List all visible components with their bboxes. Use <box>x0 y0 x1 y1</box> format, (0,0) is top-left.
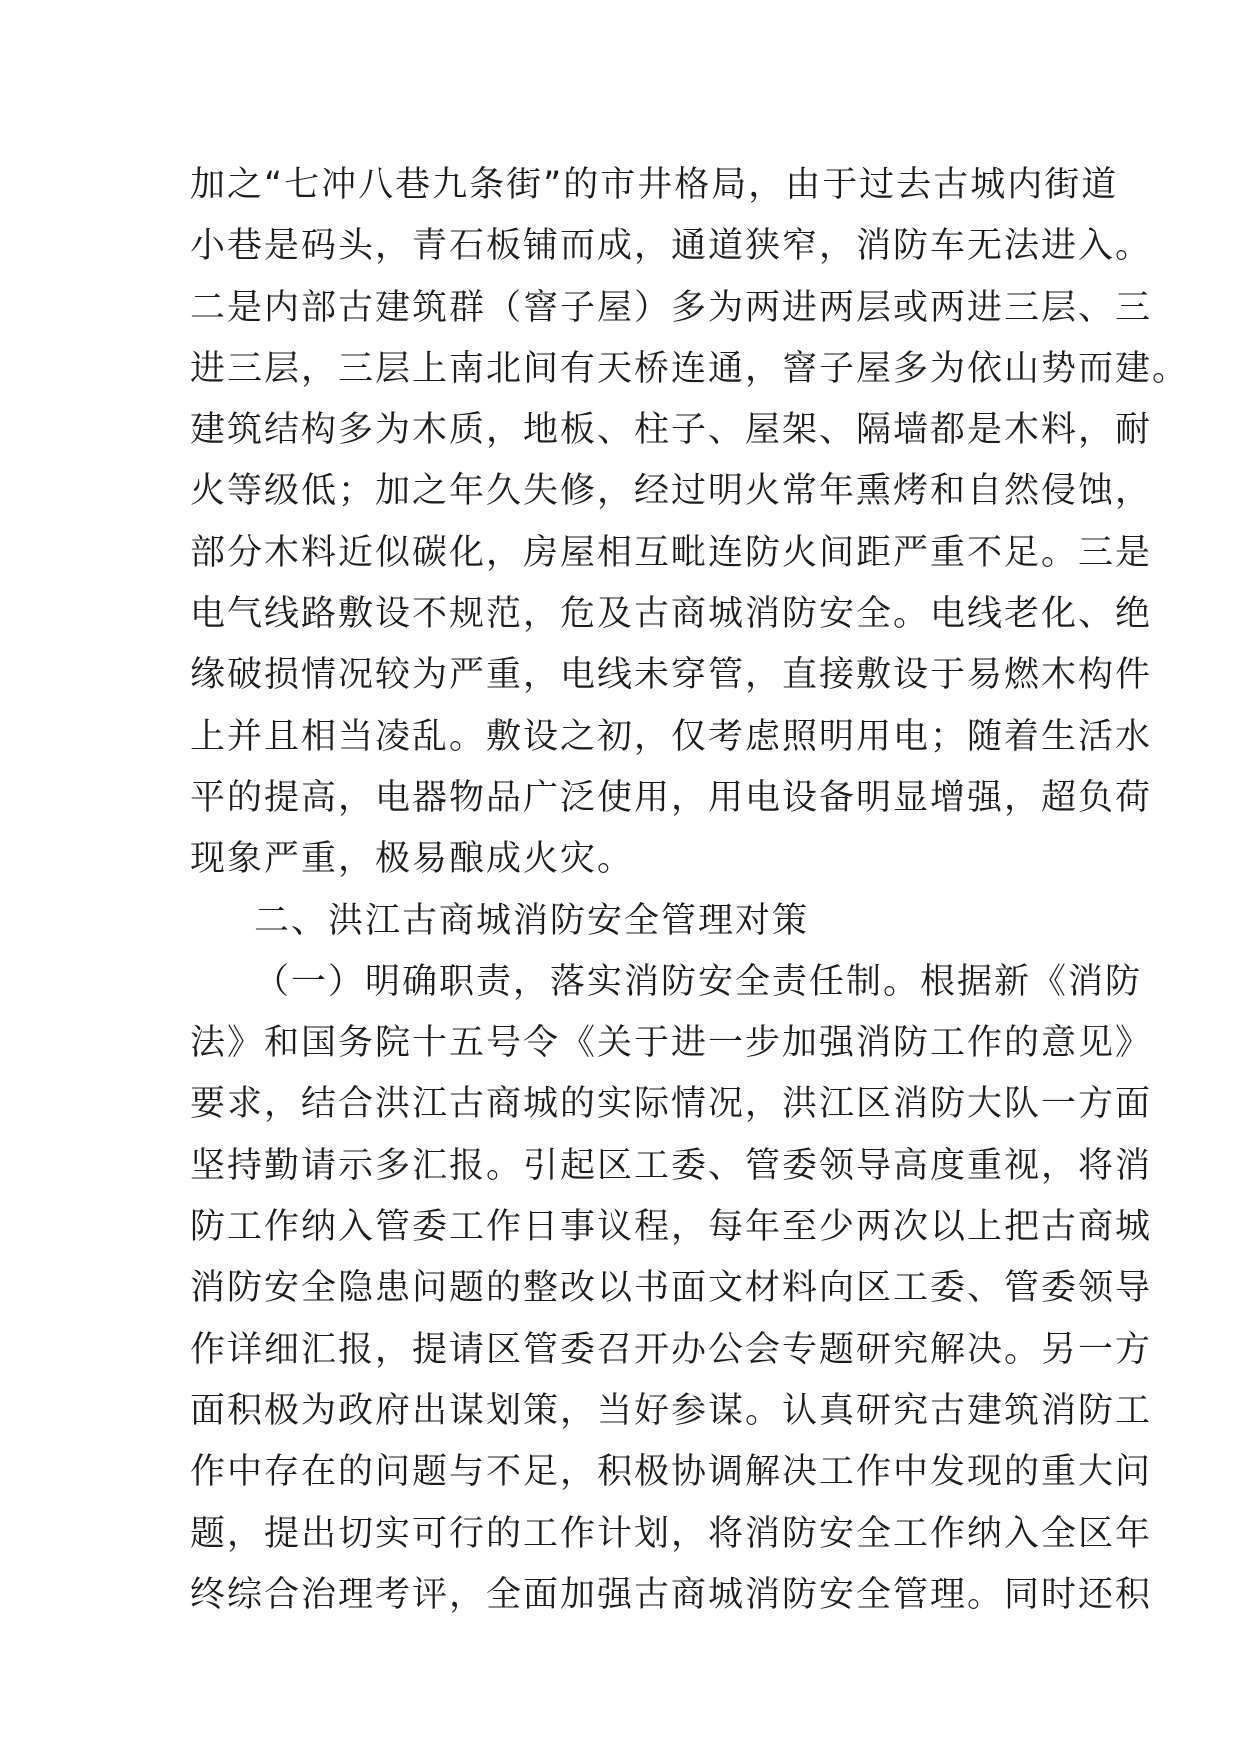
text-line: 面积极为政府出谋划策，当好参谋。认真研究古建筑消防工 <box>190 1390 1153 1431</box>
text-line: 进三层，三层上南北间有天桥连通，窨子屋多为依山势而建。 <box>190 348 1190 389</box>
text-line: 火等级低；加之年久失修，经过明火常年熏烤和自然侵蚀， <box>190 471 1153 512</box>
text-line: 电气线路敷设不规范，危及古商城消防安全。电线老化、绝 <box>190 594 1153 635</box>
text-line: 二是内部古建筑群（窨子屋）多为两进两层或两进三层、三 <box>190 287 1153 328</box>
body-text <box>190 155 1190 1626</box>
text-line: 缘破损情况较为严重，电线未穿管，直接敷设于易燃木构件 <box>190 655 1153 696</box>
text-line: 题，提出切实可行的工作计划，将消防安全工作纳入全区年 <box>190 1513 1153 1554</box>
text-line: 防工作纳入管委工作日事议程，每年至少两次以上把古商城 <box>190 1207 1153 1248</box>
text-line: 小巷是码头，青石板铺而成，通道狭窄，消防车无法进入。 <box>190 226 1153 267</box>
text-line: 建筑结构多为木质，地板、柱子、屋架、隔墙都是木料，耐 <box>190 410 1153 451</box>
text-line: 终综合治理考评，全面加强古商城消防安全管理。同时还积 <box>190 1574 1153 1615</box>
text-line: 作中存在的问题与不足，积极协调解决工作中发现的重大问 <box>190 1452 1153 1493</box>
text-line: 法》和国务院十五号令《关于进一步加强消防工作的意见》 <box>190 1023 1153 1064</box>
text-line: 坚持勤请示多汇报。引起区工委、管委领导高度重视，将消 <box>190 1145 1153 1186</box>
text-line: 上并且相当凌乱。敷设之初，仅考虑照明用电；随着生活水 <box>190 716 1153 757</box>
text-line: 加之“七冲八巷九条街”的市井格局，由于过去古城内街道 <box>190 165 1119 205</box>
text-line: 消防安全隐患问题的整改以书面文材料向区工委、管委领导 <box>190 1268 1153 1309</box>
text-line: 作详细汇报，提请区管委召开办公会专题研究解决。另一方 <box>190 1329 1153 1370</box>
text-line: 现象严重，极易酿成火灾。 <box>190 839 635 880</box>
section-heading: 二、洪江古商城消防安全管理对策 <box>254 900 810 941</box>
text-line: 要求，结合洪江古商城的实际情况，洪江区消防大队一方面 <box>190 1084 1153 1125</box>
text-line: 部分木料近似碳化，房屋相互毗连防火间距严重不足。三是 <box>190 532 1153 573</box>
text-line: 平的提高，电器物品广泛使用，用电设备明显增强，超负荷 <box>190 777 1153 818</box>
subsection-heading-line: （一）明确职责，落实消防安全责任制。根据新《消防 <box>254 961 1143 1002</box>
